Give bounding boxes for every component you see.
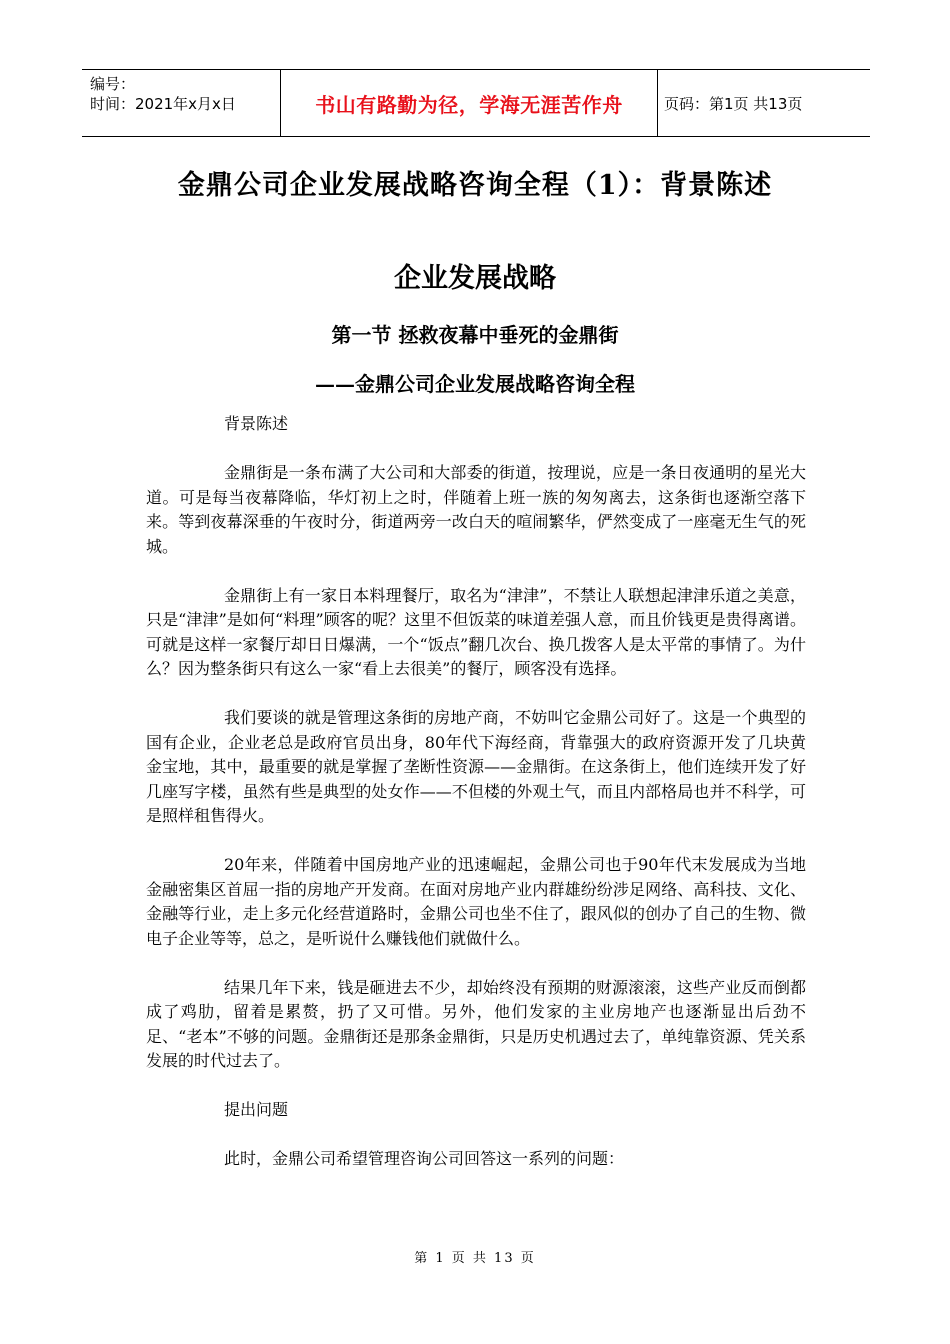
document-body (146, 412, 806, 1196)
paragraph: 此时，金鼎公司希望管理咨询公司回答这一系列的问题： (224, 1149, 625, 1168)
page-header (82, 69, 870, 137)
paragraph-background-heading: 背景陈述 (224, 414, 289, 433)
header-page-info: 页码：第1页 共13页 (664, 94, 803, 113)
document-subtitle: 企业发展战略 (394, 263, 556, 294)
paragraph: 金鼎街是一条布满了大公司和大部委的街道，按理说，应是一条日夜通明的星光大道。可是每当夜幕降临，华灯初上之时，伴随着上班一族的匆匆离去，这条街也逐渐空落下来。等到夜幕深垂的午夜时分，街道两旁一改白天的喧闹繁华，俨然变成了一座毫无生气的死城。 (146, 463, 806, 556)
paragraph: 结果几年下来，钱是砸进去不少，却始终没有预期的财源滚滚，这些产业反而倒都成了鸡肋，留着是累赘，扔了又可惜。另外，他们发家的主业房地产也逐渐显出后劲不足、“老本”不够的问题。金鼎街还是那条金鼎街，只是历史机遇过去了，单纯靠资源、凭关系发展的时代过去了。 (146, 977, 806, 1070)
header-meta (82, 70, 281, 136)
paragraph: 金鼎街上有一家日本料理餐厅，取名为“津津”，不禁让人联想起津津乐道之美意，只是“津津”是如何“料理”顾客的呢？这里不但饭菜的味道差强人意，而且价钱更是贵得离谱。可就是这样一家餐厅却日日爆满，一个“饭点”翻几次台、换几拨客人是太平常的事情了。为什么？因为整条街只有这么一家“看上去很美”的餐厅，顾客没有选择。 (146, 585, 806, 678)
page-footer: 第 1 页 共 13 页 (414, 1251, 536, 1266)
paragraph: 20年来，伴随着中国房地产业的迅速崛起，金鼎公司也于90年代末发展成为当地金融密集区首屈一指的房地产开发商。在面对房地产业内群雄纷纷涉足网络、高科技、文化、金融等行业，走上多元化经营道路时，金鼎公司也坐不住了，跟风似的创办了自己的生物、微电子企业等等，总之，是听说什么赚钱他们就做什么。 (146, 855, 806, 948)
document-number-label: 编号： (90, 75, 136, 93)
document-title: 金鼎公司企业发展战略咨询全程（1）：背景陈述 (177, 170, 773, 201)
header-motto: 书山有路勤为径，学海无涯苦作舟 (281, 70, 658, 136)
paragraph-question-heading: 提出问题 (224, 1100, 289, 1119)
document-time-label: 时间：2021年x月x日 (90, 95, 236, 113)
section-heading: 第一节 拯救夜幕中垂死的金鼎街 (331, 323, 619, 347)
paragraph: 我们要谈的就是管理这条街的房地产商，不妨叫它金鼎公司好了。这是一个典型的国有企业，企业老总是政府官员出身，80年代下海经商，背靠强大的政府资源开发了几块黄金宝地，其中，最重要的就是掌握了垄断性资源——金鼎街。在这条街上，他们连续开发了好几座写字楼，虽然有些是典型的处女作——不但楼的外观土气，而且内部格局也并不科学，可是照样租售得火。 (146, 708, 806, 825)
section-subheading: ——金鼎公司企业发展战略咨询全程 (315, 372, 635, 396)
